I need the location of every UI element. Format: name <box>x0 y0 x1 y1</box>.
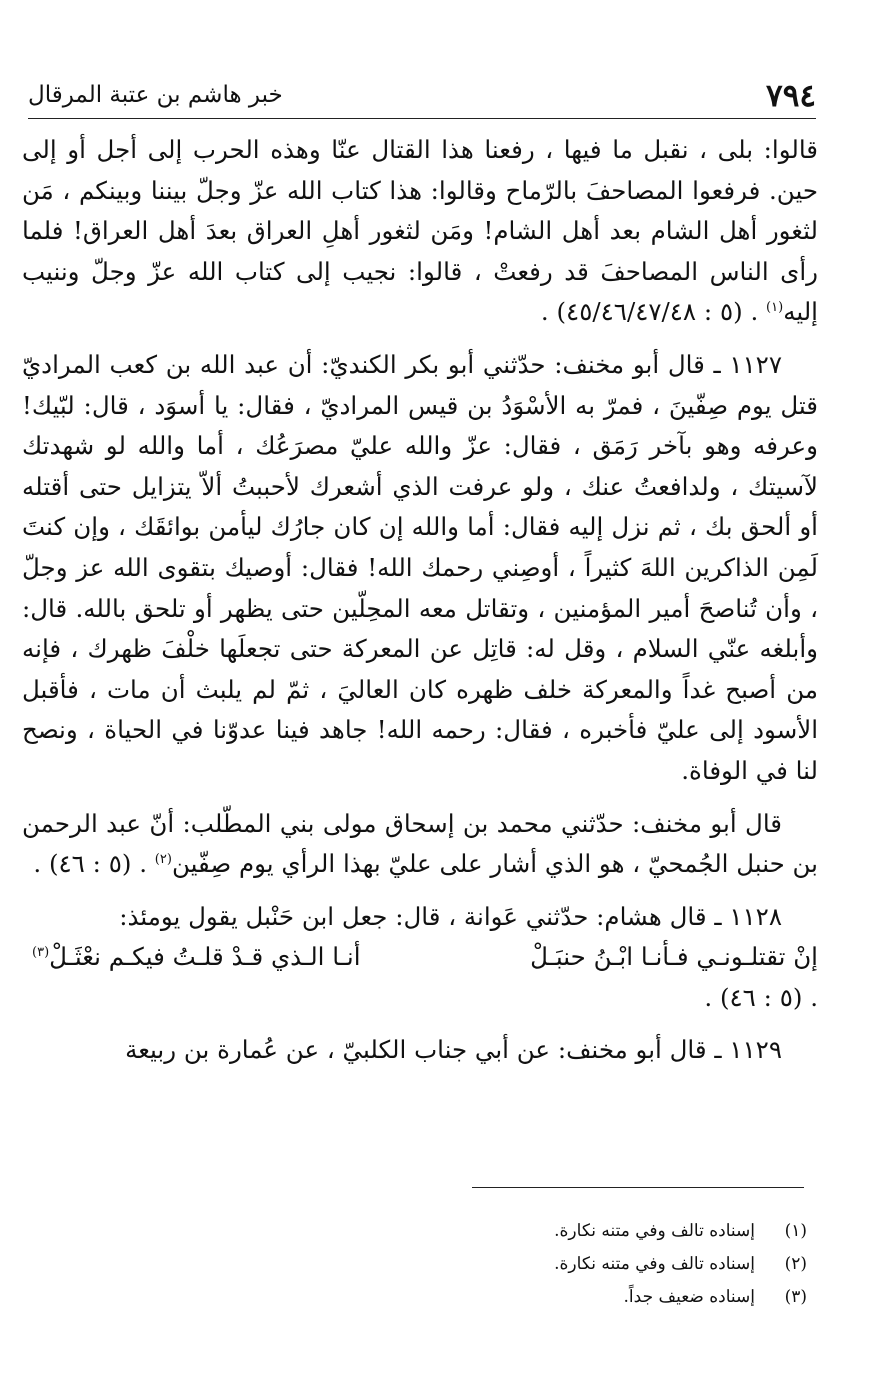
paragraph-text: قالوا: بلى ، نقبل ما فيها ، رفعنا هذا القتال عنّا وهذه الحرب إلى أجل أو إلى حين. فرفعوا المصاحفَ بالرّماح وقالوا: هذا كتاب الله عزّ وجلّ بيننا وبينكم ، مَن لثغور أهل الشام بعد أهل الشام! ومَن لثغور أهلِ العراق بعدَ أهل العراق! فلما رأى الناس المصاحفَ قد رفعتْ ، قالوا: نجيب إلى كتاب الله عزّ وجلّ وننيب إليه <box>22 135 818 327</box>
page-header <box>28 74 816 119</box>
verse-hemistich-first: إنْ تقتلـونـي فـأنـا ابْـنُ حنبَـلْ <box>530 942 818 972</box>
paragraph: ١١٢٧ ـ قال أبو مخنف: حدّثني أبو بكر الكنديّ: أن عبد الله بن كعب المراديّ قتل يوم صِفّينَ ، فمرّ به الأسْوَدُ بن قيس المراديّ ، فقال: يا أسوَد ، قال: لبّيك! وعرفه وهو بآخر رَمَق ، فقال: عزّ والله عليّ مصرَعُك ، أما والله لو شهدتك لآسيتك ، ولدافعتُ عنك ، ولو عرفت الذي أشعرك لأحببتُ ألاّ يتزايل حتى أقتله أو ألحق بك ، ثم نزل إليه فقال: أما والله إن كان جارُك ليأمن بوائقَك ، وإن كنتَ لَمِن الذاكرين اللهَ كثيراً ، أوصِني رحمك الله! فقال: أوصيك بتقوى الله عز وجلّ ، وأن تُناصحَ أمير المؤمنين ، وتقاتل معه المحِلّين حتى يظهر أو تلحق بالله. قال: وأبلغه عنّي السلام ، وقل له: قاتِل عن المعركة حتى تجعلَها خلْفَ ظهرك ، فإنه من أصبح غداً والمعركة خلف ظهره كان العاليَ ، ثمّ لم يلبث أن مات ، فأقبل الأسود إلى عليّ فأخبره ، فقال: رحمه الله! جاهد فينا عدوّنا في الحياة ، ونصح لنا في الوفاة. <box>22 349 818 785</box>
poem-verse <box>22 937 818 978</box>
page-number: ٧٩٤ <box>766 78 816 114</box>
footnote-text: إسناده تالف وفي متنه نكارة. <box>554 1221 755 1241</box>
citation: . (٥ : ٤٦) . <box>33 849 147 879</box>
footnotes <box>307 1215 807 1314</box>
paragraph <box>22 804 818 885</box>
footnote-number: (٢) <box>784 1254 807 1274</box>
footnote-text: إسناده ضعيف جداً. <box>623 1287 755 1307</box>
paragraph: ١١٢٩ ـ قال أبو مخنف: عن أبي جناب الكلبيّ ، عن عُمارة بن ربيعة <box>125 1035 782 1065</box>
citation: . (٥ : ٤٥/٤٦/٤٧/٤٨) . <box>540 297 759 327</box>
footnote-text: إسناده تالف وفي متنه نكارة. <box>554 1254 755 1274</box>
verse-hemistich-second <box>32 937 361 978</box>
citation: . (٥ : ٤٦) . <box>704 982 818 1012</box>
paragraph-text: قال أبو مخنف: حدّثني محمد بن إسحاق مولى بني المطّلب: أنّ عبد الرحمن بن حنبل الجُمحيّ ، هو الذي أشار على عليّ بهذا الرأي يوم صِفّين <box>22 808 818 879</box>
main-text <box>22 130 818 1083</box>
footnote <box>307 1248 807 1281</box>
footnote-marker: (١) <box>766 300 784 316</box>
paragraph: ١١٢٨ ـ قال هشام: حدّثني عَوانة ، قال: جعل ابن حَنْبل يقول يومئذ: <box>119 901 782 931</box>
footnote-number: (٣) <box>784 1287 807 1307</box>
footnote-marker: (٢) <box>154 851 172 867</box>
footnote-number: (١) <box>784 1221 807 1241</box>
footnote-marker: (٣) <box>32 945 50 961</box>
footnote-separator <box>472 1187 804 1188</box>
verse-text: أنـا الـذي قـدْ قلـتُ فيكـم نعْثَـلْ <box>49 942 361 972</box>
footnote <box>307 1281 807 1314</box>
footnote <box>307 1215 807 1248</box>
running-title: خبر هاشم بن عتبة المرقال <box>28 82 283 108</box>
paragraph <box>22 130 818 333</box>
